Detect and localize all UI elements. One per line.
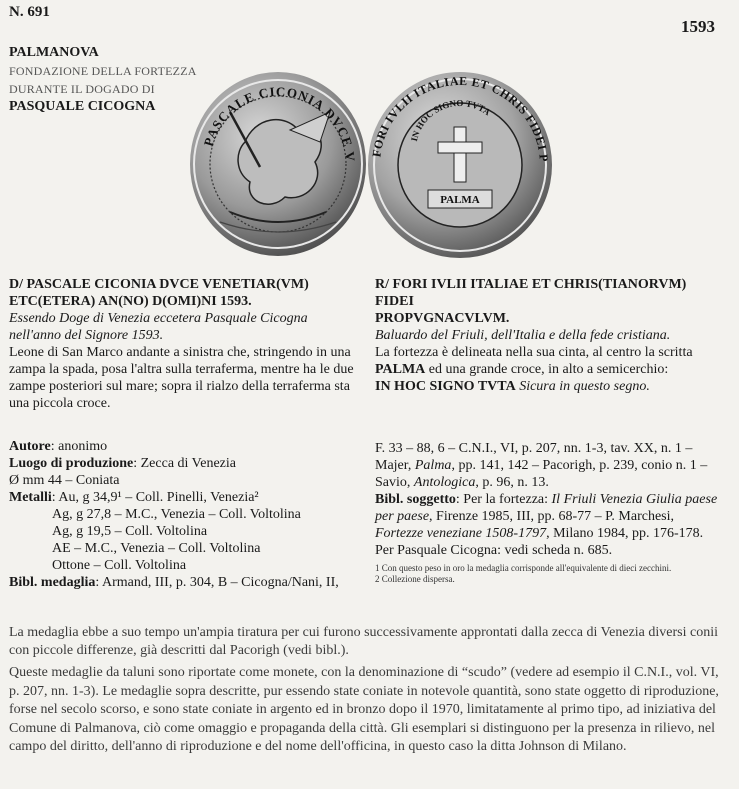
year-label: 1593 (681, 17, 715, 36)
metalli-value-5: Ottone – Coll. Voltolina (52, 558, 187, 573)
bibl-value: : Armand, III, p. 304, B – Cicogna/Nani, II, (95, 575, 339, 590)
obverse-section (9, 276, 359, 412)
soggetto-row (375, 491, 720, 542)
autore-value: : anonimo (50, 439, 108, 454)
palma-word: PALMA (375, 362, 426, 377)
motto-translation: Sicura in questo segno. (515, 379, 650, 394)
soggetto-c: , Milano 1984, pp. 176-178. (546, 526, 704, 541)
entry-title: PALMANOVA (9, 45, 99, 60)
obverse-legend-line-1: D/ PASCALE CICONIA DVCE VENETIAR(VM) (9, 277, 309, 292)
metalli-value-3: Ag, g 19,5 – Coll. Voltolina (52, 524, 208, 539)
soggetto-title-2: Fortezze veneziane 1508-1797 (375, 526, 547, 541)
paragraph-1: La medaglia ebbe a suo tempo un'ampia tiratura per cui furono successivamente approntati dalla zecca di Venezia diversi conii con piccole differenze, già descritti dal Pacorigh (vedi bibl.). (9, 625, 718, 658)
entry-subtitle-1: FONDAZIONE DELLA FORTEZZA (9, 64, 197, 78)
coin-obverse-image (190, 72, 366, 256)
entry-header (9, 44, 209, 116)
catalog-number: N. 691 (9, 4, 50, 20)
ref-line-3-b: , p. 96, n. 13. (475, 475, 549, 490)
obverse-translation-1: Essendo Doge di Venezia eccetera Pasquale Cicogna (9, 311, 308, 326)
obverse-description: Leone di San Marco andante a sinistra che, stringendo in una zampa la spada, posa l'altra sulla terraferma, mentre ha le due zampe posteriori sul mare; sopra il rialzo della terraferma sta una piccola croce. (9, 345, 354, 411)
ref-line-3-a: Savio, (375, 475, 414, 490)
coin-reverse-legend: FORI IVLII ITALIAE ET CHRIS FIDEI P (369, 73, 552, 163)
obverse-legend-line-2: ETC(ETERA) AN(NO) D(OMI)NI 1593. (9, 294, 252, 309)
reverse-section (375, 276, 725, 395)
coin-reverse-motto: IN HOC SIGNO TVTA (408, 97, 493, 143)
coin-reverse-image (368, 72, 552, 258)
ref-line-3 (375, 474, 720, 491)
metalli-value-2: Ag, g 27,8 – M.C., Venezia – Coll. Voltolina (52, 507, 301, 522)
soggetto-title-1: Il Friuli Venezia Giulia paese per paese (375, 492, 718, 524)
autore-label: Autore (9, 439, 51, 454)
bibl-label: Bibl. medaglia (9, 575, 96, 590)
ref-line-2-title: Palma (414, 458, 452, 473)
soggetto-b: , Firenze 1985, III, pp. 68-77 – P. Marchesi, (429, 509, 674, 524)
footnote-2: 2 Collezione dispersa. (375, 574, 455, 584)
ref-line-1: F. 33 – 88, 6 – C.N.I., VI, p. 207, nn. 1-3, tav. XX, n. 1 – (375, 441, 693, 456)
reverse-legend-line-1: R/ FORI IVLII ITALIAE ET CHRIS(TIANORVM) FIDEI (375, 277, 687, 309)
luogo-label: Luogo di produzione (9, 456, 134, 471)
autore-row (9, 438, 359, 455)
soggetto-label: Bibl. soggetto (375, 492, 456, 507)
footnote-1: 1 Con questo peso in oro la medaglia corrisponde all'equivalente di dieci zecchini. (375, 563, 672, 573)
ref-line-3-title: Antologica (413, 475, 476, 490)
soggetto-a: : Per la fortezza: (455, 492, 552, 507)
paragraph-2: Queste medaglie da taluni sono riportate come monete, con la denominazione di “scudo” (vedere ad esempio il C.N.I., vol. VI, p. 207, nn. 1-3). Le medaglie sopra descritte, pur essendo state coniate in notevole quantità, sono state oggetto di riproduzione, forse nel secolo scorso, e sono state coniate in argento ed in bronzo dopo il 1970, limitatamente al primo tipo, ad iniziativa del Comune di Palmanova, ciò come omaggio e propaganda della città. Gli esemplari si distinguono per la presenza in rilievo, nel campo del diritto, dell'anno di riproduzione e del nome dell'officina, in questo caso la ditta Johnson di Milano. (9, 665, 719, 754)
bibl-row (9, 574, 359, 591)
reverse-legend-line-2: PROPVGNACVLVM. (375, 311, 510, 326)
coin-reverse-palma: PALMA (440, 194, 480, 206)
obverse-translation-2: nell'anno del Signore 1593. (9, 328, 164, 343)
metalli-value-1: : Au, g 34,9¹ – Coll. Pinelli, Venezia² (51, 490, 259, 505)
reverse-desc-1: La fortezza è delineata nella sua cinta, al centro la scritta (375, 345, 693, 360)
diameter-row: Ø mm 44 – Coniata (9, 473, 120, 488)
reverse-translation: Baluardo del Friuli, dell'Italia e della fede cristiana. (375, 328, 671, 343)
metadata-section (9, 438, 359, 591)
luogo-value: : Zecca di Venezia (133, 456, 236, 471)
ref-line-2-a: Majer, (375, 458, 415, 473)
metalli-value-4: AE – M.C., Venezia – Coll. Voltolina (52, 541, 261, 556)
references-section (375, 440, 720, 585)
ref-line-2 (375, 457, 720, 474)
reverse-desc-3 (375, 378, 725, 395)
motto: IN HOC SIGNO TVTA (375, 379, 516, 394)
doge-name: PASQUALE CICOGNA (9, 99, 156, 114)
cicogna-ref: Per Pasquale Cicogna: vedi scheda n. 685. (375, 543, 613, 558)
reverse-desc-2 (375, 361, 725, 378)
coin-obverse-legend: PASCALE CICONIA DVCE V (200, 83, 359, 163)
luogo-row (9, 455, 359, 472)
ref-line-2-b: , pp. 141, 142 – Pacorigh, p. 239, conio n. 1 – (451, 458, 708, 473)
metalli-label: Metalli (9, 490, 52, 505)
entry-subtitle-2: DURANTE IL DOGADO DI (9, 82, 155, 96)
metalli-row (9, 489, 359, 506)
reverse-desc-2-rest: ed una grande croce, in alto a semicerchio: (425, 362, 669, 377)
